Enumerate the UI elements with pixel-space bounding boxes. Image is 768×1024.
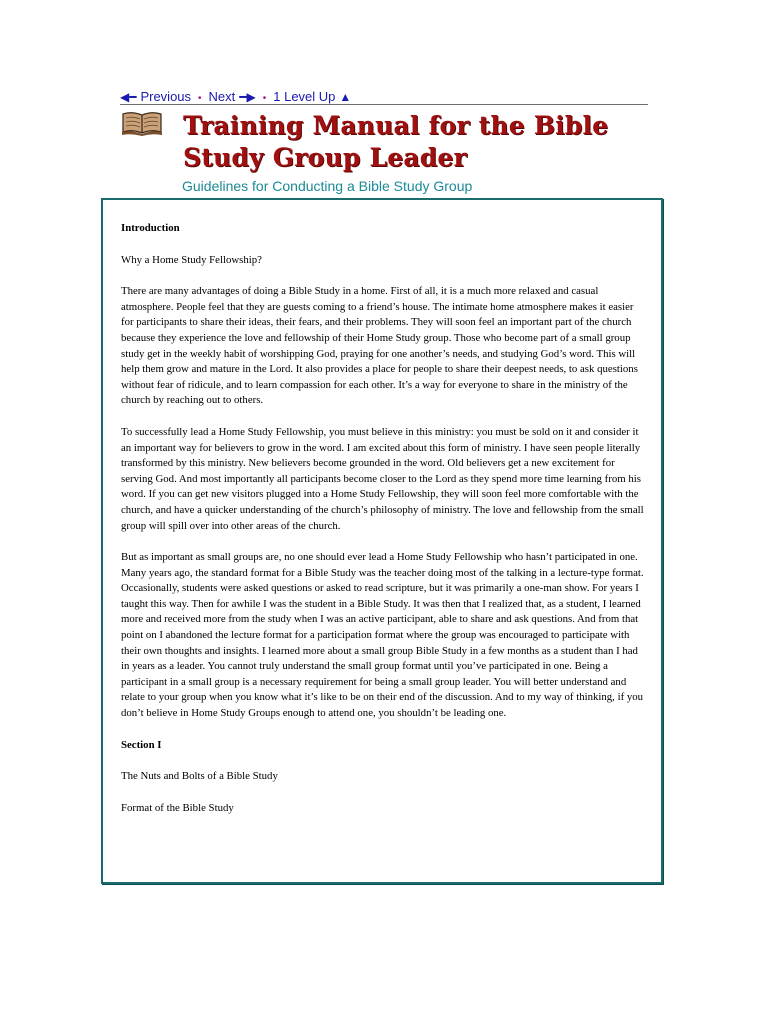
- paragraph-2: To successfully lead a Home Study Fellowship, you must believe in this ministry: you must be sold on it and consider it an important way for believers to grow in the word. I am excited about this form of ministry. I have seen people literally transformed by this ministry. New believers become grounded in the word. Old believers get a new excitement for serving God. And most importantly all participants become closer to the Lord as they spend more time learning from his word. If you can get new visitors plugged into a Home Study Fellowship, they will soon feel more comfortable with the church, and have a quicker understanding of the church’s philosophy of ministry. The love and fellowship from the small group will spill over into other areas of the church.: [121, 425, 644, 532]
- section-subheading-2: Format of the Bible Study: [121, 801, 234, 814]
- paragraph-3: But as important as small groups are, no one should ever lead a Home Study Fellowship who hasn’t participated in one. Many years ago, the standard format for a Bible Study was the teacher doing most of the talking in a lecture-type format. Occasionally, students were asked questions or asked to read scripture, but it was primarily a one-man show. For years I taught this way. Then for awhile I was the student in a Bible Study. It was then that I realized that, as a student, I learned more and received more from the study when I was an active participant, able to share and ask questions. And from that point on I abandoned the lecture format for a participation format where the group was encouraged to participate with their own thoughts and insights. I learned more about a small group Bible Study in a few months as a student than I had in years as a leader. You cannot truly understand the small group format until you’ve participated in one. Being a participant in a small group is a necessary requirement for being a small group leader. You will better understand and relate to your group when you know what it’s like to be on their end of the discussion. And to my way of thinking, if you don’t believe in Home Study Groups enough to attend one, you shouldn’t be leading one.: [121, 551, 644, 720]
- introduction-heading: Introduction: [121, 222, 180, 234]
- open-book-icon: [121, 110, 163, 136]
- page-title: [183, 110, 643, 174]
- previous-link[interactable]: Previous: [140, 89, 192, 104]
- title-line-1: Training Manual for the Bible: [183, 111, 609, 140]
- right-arrow-icon[interactable]: ━▶: [239, 90, 256, 104]
- header-divider: [120, 104, 648, 105]
- navigation-bar: [120, 86, 648, 104]
- left-arrow-icon[interactable]: ◀━: [120, 90, 137, 104]
- nav-separator: •: [262, 93, 267, 104]
- nav-separator: •: [198, 93, 202, 104]
- document-body: [121, 221, 647, 832]
- page-subtitle: Guidelines for Conducting a Bible Study Group: [182, 178, 473, 194]
- section-heading: Section I: [121, 738, 162, 751]
- introduction-question: Why a Home Study Fellowship?: [121, 253, 262, 266]
- next-link[interactable]: Next: [208, 89, 236, 104]
- level-up-link[interactable]: 1 Level Up: [273, 89, 336, 104]
- title-line-2: Study Group Leader: [183, 143, 467, 172]
- paragraph-1: There are many advantages of doing a Bible Study in a home. First of all, it is a much more relaxed and casual atmosphere. People feel that they are guests coming to a friend’s house. The intimate home atmosphere makes it easier for participants to share their ideas, their fears, and their problems. They will soon feel an important part of the church because they experience the love and fellowship of their Home Study group. Those who become part of a small group study get in the weekly habit of worshipping God, praying for one another’s needs, and studying God’s word. This will help them grow and mature in the Lord. It also provides a place for people to share their deepest needs, to ask questions without fear of ridicule, and to learn compassion for each other. It’s a way for everyone to share in the ministry of the church by reaching out to others.: [121, 285, 638, 407]
- up-arrow-icon[interactable]: ▲: [339, 90, 352, 104]
- section-subheading-1: The Nuts and Bolts of a Bible Study: [121, 770, 278, 783]
